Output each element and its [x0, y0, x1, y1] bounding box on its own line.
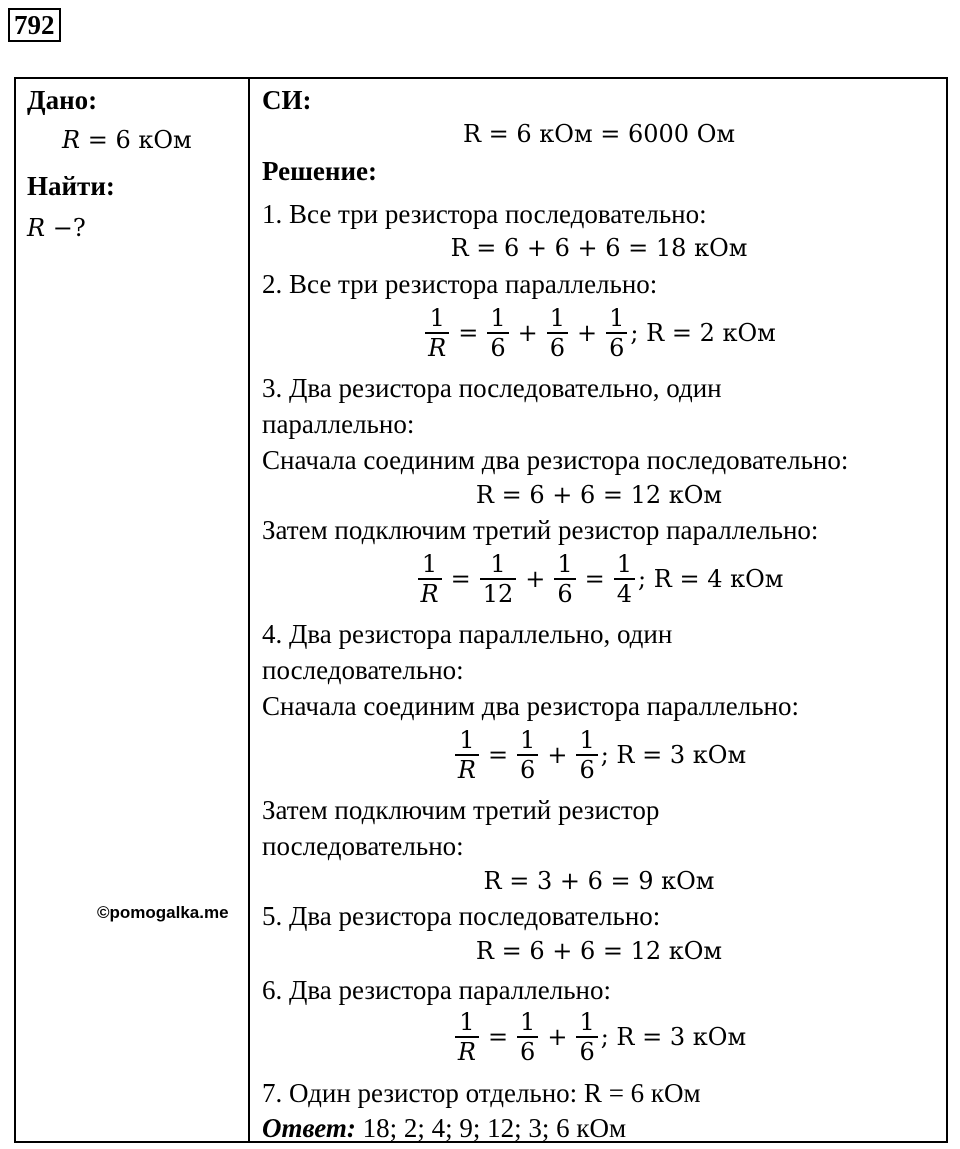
answer-value: 18; 2; 4; 9; 12; 3; 6 кОм [355, 1113, 627, 1143]
step2-formula: $\frac{1}{R}$ = $\frac{1}{6}$ + $\frac{1}{6}$ + $\frac{1}{6}$ ; R = 2 кОм [250, 304, 948, 362]
fraction: $\frac{1}{6}$ [517, 726, 538, 784]
answer [262, 1112, 626, 1144]
step4-text-a: 4. Два резистора параллельно, один [262, 619, 673, 649]
answer-label: Ответ: [262, 1113, 356, 1143]
si-heading: СИ: [262, 85, 312, 115]
problem-number: 792 [8, 8, 61, 42]
step6-fraction-formula: $\frac{1}{R}$ = $\frac{1}{6}$ + $\frac{1}{6}$ ; R = 3 кОм [250, 1008, 948, 1066]
step6-text: 6. Два резистора параллельно: [262, 975, 611, 1005]
find-heading: Найти: [27, 171, 115, 201]
step3-text-b: параллельно: [262, 409, 415, 439]
fraction: $\frac{1}{6}$ [576, 726, 597, 784]
fraction: $\frac{1}{6}$ [487, 304, 508, 362]
step1-text: 1. Все три резистора последовательно: [262, 199, 707, 229]
step5-text: 5. Два резистора последовательно: [262, 901, 661, 931]
step7-text: 7. Один резистор отдельно: R = 6 кОм [262, 1078, 701, 1108]
fraction: $\frac{1}{R}$ [425, 304, 449, 362]
step1-formula: R = 6 + 6 + 6 = 18 кОм [450, 234, 748, 262]
step3-text-d: Затем подключим третий резистор параллельно: [262, 515, 819, 545]
step3-formula: R = 6 + 6 = 12 кОм [475, 481, 723, 509]
fraction: $\frac{1}{R}$ [455, 1008, 479, 1066]
step4-text-b: последовательно: [262, 655, 464, 685]
step3-result: ; R = 4 кОм [638, 565, 784, 593]
fraction: $\frac{1}{6}$ [547, 304, 568, 362]
step2-text: 2. Все три резистора параллельно: [262, 269, 658, 299]
watermark: ©pomogalka.me [97, 903, 229, 922]
step3-text-a: 3. Два резистора последовательно, один [262, 373, 722, 403]
step5-formula: R = 6 + 6 = 12 кОм [475, 937, 723, 965]
step3-text-c: Сначала соединим два резистора последовательно: [262, 445, 849, 475]
find-value: R −? [27, 214, 86, 242]
given-heading: Дано: [27, 85, 98, 115]
step4-fraction-formula: $\frac{1}{R}$ = $\frac{1}{6}$ + $\frac{1}{6}$ ; R = 3 кОм [250, 726, 948, 784]
step4-text-d: Затем подключим третий резистор [262, 795, 660, 825]
fraction: $\frac{1}{6}$ [606, 304, 627, 362]
fraction: $\frac{1}{4}$ [614, 550, 635, 608]
fraction: $\frac{1}{12}$ [480, 550, 517, 608]
step3-fraction-formula: $\frac{1}{R}$ = $\frac{1}{12}$ + $\frac{1}{6}$ = $\frac{1}{4}$ ; R = 4 кОм [250, 550, 948, 608]
step4-formula: R = 3 + 6 = 9 кОм [483, 867, 715, 895]
step4-text-e: последовательно: [262, 831, 464, 861]
given-value: R = 6 кОм [62, 126, 192, 154]
fraction: $\frac{1}{6}$ [576, 1008, 597, 1066]
fraction: $\frac{1}{R}$ [455, 726, 479, 784]
step4-result: ; R = 3 кОм [600, 741, 747, 769]
si-value: R = 6 кОм = 6000 Ом [462, 120, 736, 148]
fraction: $\frac{1}{R}$ [418, 550, 442, 608]
fraction: $\frac{1}{6}$ [517, 1008, 538, 1066]
fraction: $\frac{1}{6}$ [554, 550, 575, 608]
step6-result: ; R = 3 кОм [600, 1023, 747, 1051]
solution-heading: Решение: [262, 156, 377, 186]
step2-result: ; R = 2 кОм [630, 319, 776, 347]
step4-text-c: Сначала соединим два резистора параллельно: [262, 691, 800, 721]
